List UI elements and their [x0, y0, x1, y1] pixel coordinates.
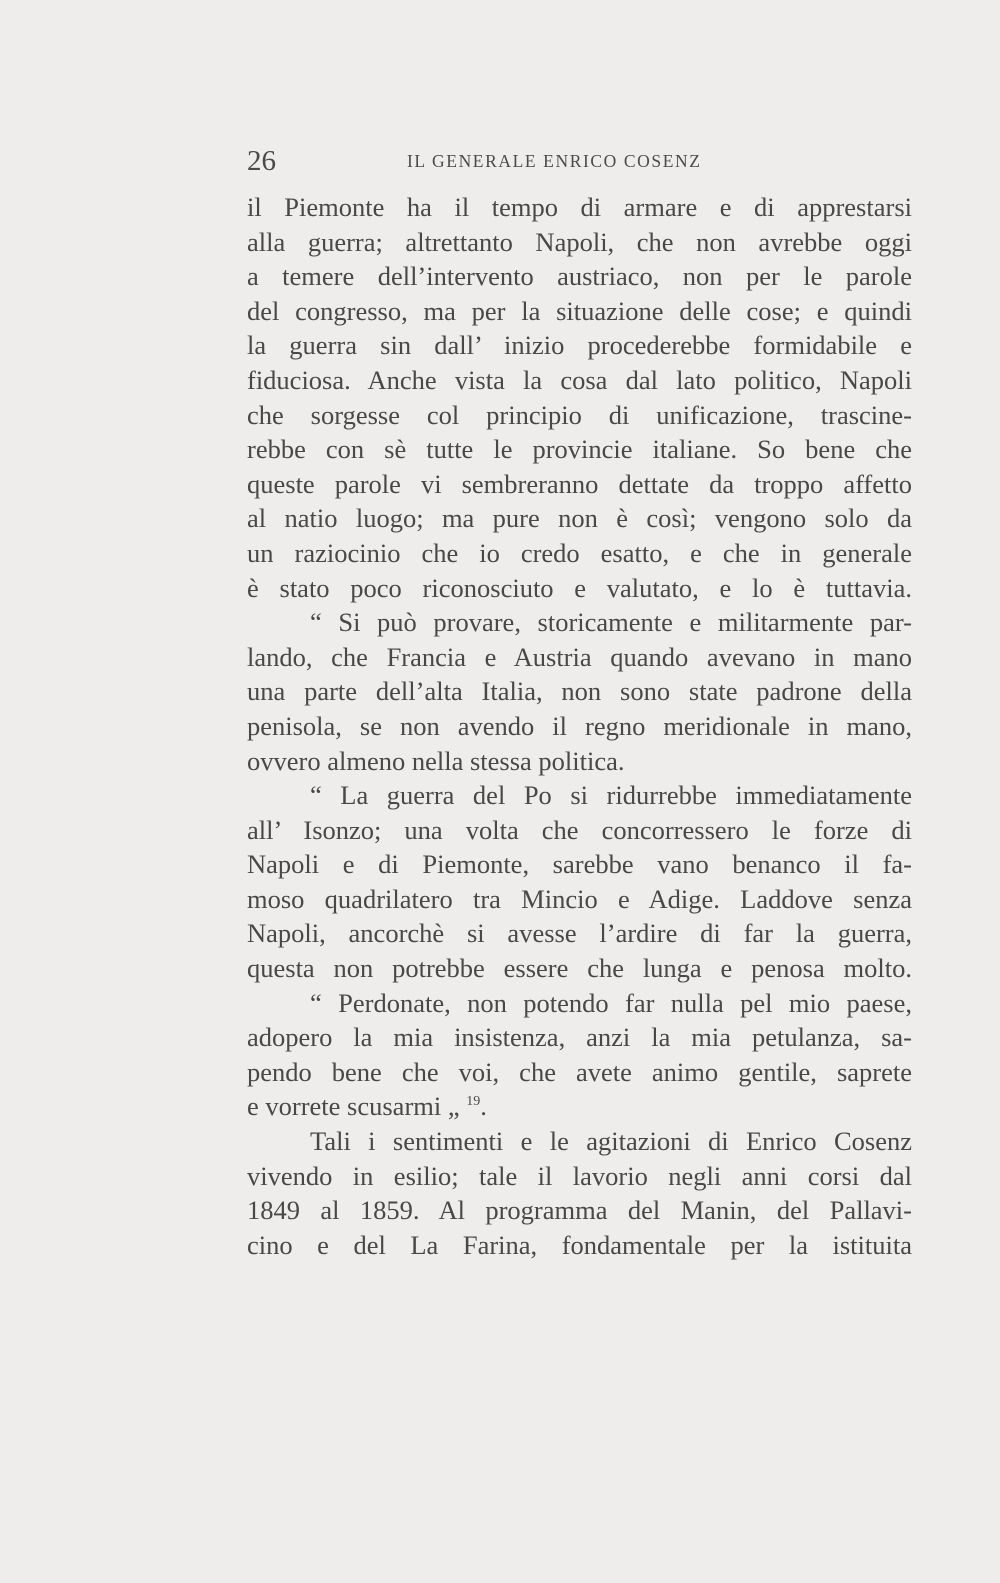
text-line-content: a temere dell’intervento austriaco, non per le parole [247, 261, 912, 292]
text-line-content: adopero la mia insistenza, anzi la mia petulanza, sa- [247, 1022, 912, 1053]
text-line [247, 1055, 912, 1090]
text-line-content: e vorrete scusarmi „ [247, 1091, 460, 1122]
text-line-content: Napoli, ancorchè si avesse l’ardire di far la guerra, [247, 918, 912, 949]
text-line-content: pendo bene che voi, che avete animo gentile, saprete [247, 1056, 912, 1087]
text-line-content: vivendo in esilio; tale il lavorio negli anni corsi dal [247, 1160, 912, 1191]
body-text [247, 190, 912, 1262]
text-line-content: rebbe con sè tutte le provincie italiane. So bene che [247, 434, 912, 465]
text-line-content: cino e del La Farina, fondamentale per la istituita [247, 1229, 912, 1260]
text-line [247, 571, 912, 606]
text-line [247, 432, 912, 467]
text-line-content: all’ Isonzo; una volta che concorressero le forze di [247, 814, 912, 845]
text-line [247, 294, 912, 329]
text-line [247, 882, 912, 917]
text-line [247, 605, 912, 640]
text-line-content: 1849 al 1859. Al programma del Manin, del Pallavi- [247, 1195, 912, 1226]
text-line-content: Tali i sentimenti e le agitazioni di Enrico Cosenz [310, 1126, 912, 1157]
text-line [247, 363, 912, 398]
text-line-content: una parte dell’alta Italia, non sono state padrone della [247, 676, 912, 707]
text-line [247, 709, 912, 744]
trailing-punctuation: . [480, 1091, 487, 1122]
page-header [247, 145, 912, 185]
text-line [247, 1228, 912, 1263]
text-line [247, 328, 912, 363]
footnote-reference: 19 [466, 1094, 481, 1110]
text-line [247, 640, 912, 675]
text-line [247, 190, 912, 225]
text-line [247, 986, 912, 1021]
text-line-content: è stato poco riconosciuto e valutato, e lo è tuttavia. [247, 572, 912, 603]
text-line-content: moso quadrilatero tra Mincio e Adige. Laddove senza [247, 883, 912, 914]
text-line [247, 847, 912, 882]
text-line-content: ovvero almeno nella stessa politica. [247, 745, 625, 776]
page-number: 26 [247, 145, 276, 177]
text-line-content: che sorgesse col principio di unificazione, trascine- [247, 399, 912, 430]
text-line-content: un raziocinio che io credo esatto, e che in generale [247, 537, 912, 568]
text-line-content: queste parole vi sembreranno dettate da troppo affetto [247, 468, 912, 499]
text-line [247, 1124, 912, 1159]
text-line-content: “ La guerra del Po si ridurrebbe immediatamente [310, 780, 912, 811]
text-line-content: “ Si può provare, storicamente e militarmente par- [310, 607, 912, 638]
text-line [247, 674, 912, 709]
text-line [247, 1159, 912, 1194]
text-line [247, 813, 912, 848]
text-line [247, 1089, 912, 1124]
text-line-content: la guerra sin dall’ inizio procederebbe formidabile e [247, 330, 912, 361]
text-line-content: al natio luogo; ma pure non è così; vengono solo da [247, 503, 912, 534]
text-line [247, 951, 912, 986]
text-line-content: Napoli e di Piemonte, sarebbe vano benanco il fa- [247, 849, 912, 880]
text-line [247, 398, 912, 433]
text-line [247, 536, 912, 571]
text-line-content: fiduciosa. Anche vista la cosa dal lato politico, Napoli [247, 364, 912, 395]
running-title: IL GENERALE ENRICO COSENZ [407, 151, 702, 171]
text-line-content: lando, che Francia e Austria quando avevano in mano [247, 641, 912, 672]
text-line [247, 501, 912, 536]
text-line [247, 259, 912, 294]
text-line-content: “ Perdonate, non potendo far nulla pel mio paese, [310, 987, 912, 1018]
text-line-content: penisola, se non avendo il regno meridionale in mano, [247, 710, 912, 741]
text-line-content: del congresso, ma per la situazione delle cose; e quindi [247, 295, 912, 326]
text-line-content: il Piemonte ha il tempo di armare e di apprestarsi [247, 192, 912, 222]
text-line [247, 744, 912, 779]
text-line [247, 916, 912, 951]
text-line [247, 467, 912, 502]
text-line-content: alla guerra; altrettanto Napoli, che non avrebbe oggi [247, 226, 912, 257]
text-line [247, 1193, 912, 1228]
text-line [247, 778, 912, 813]
text-line [247, 1020, 912, 1055]
text-line [247, 225, 912, 260]
text-line-content: questa non potrebbe essere che lunga e penosa molto. [247, 953, 912, 984]
